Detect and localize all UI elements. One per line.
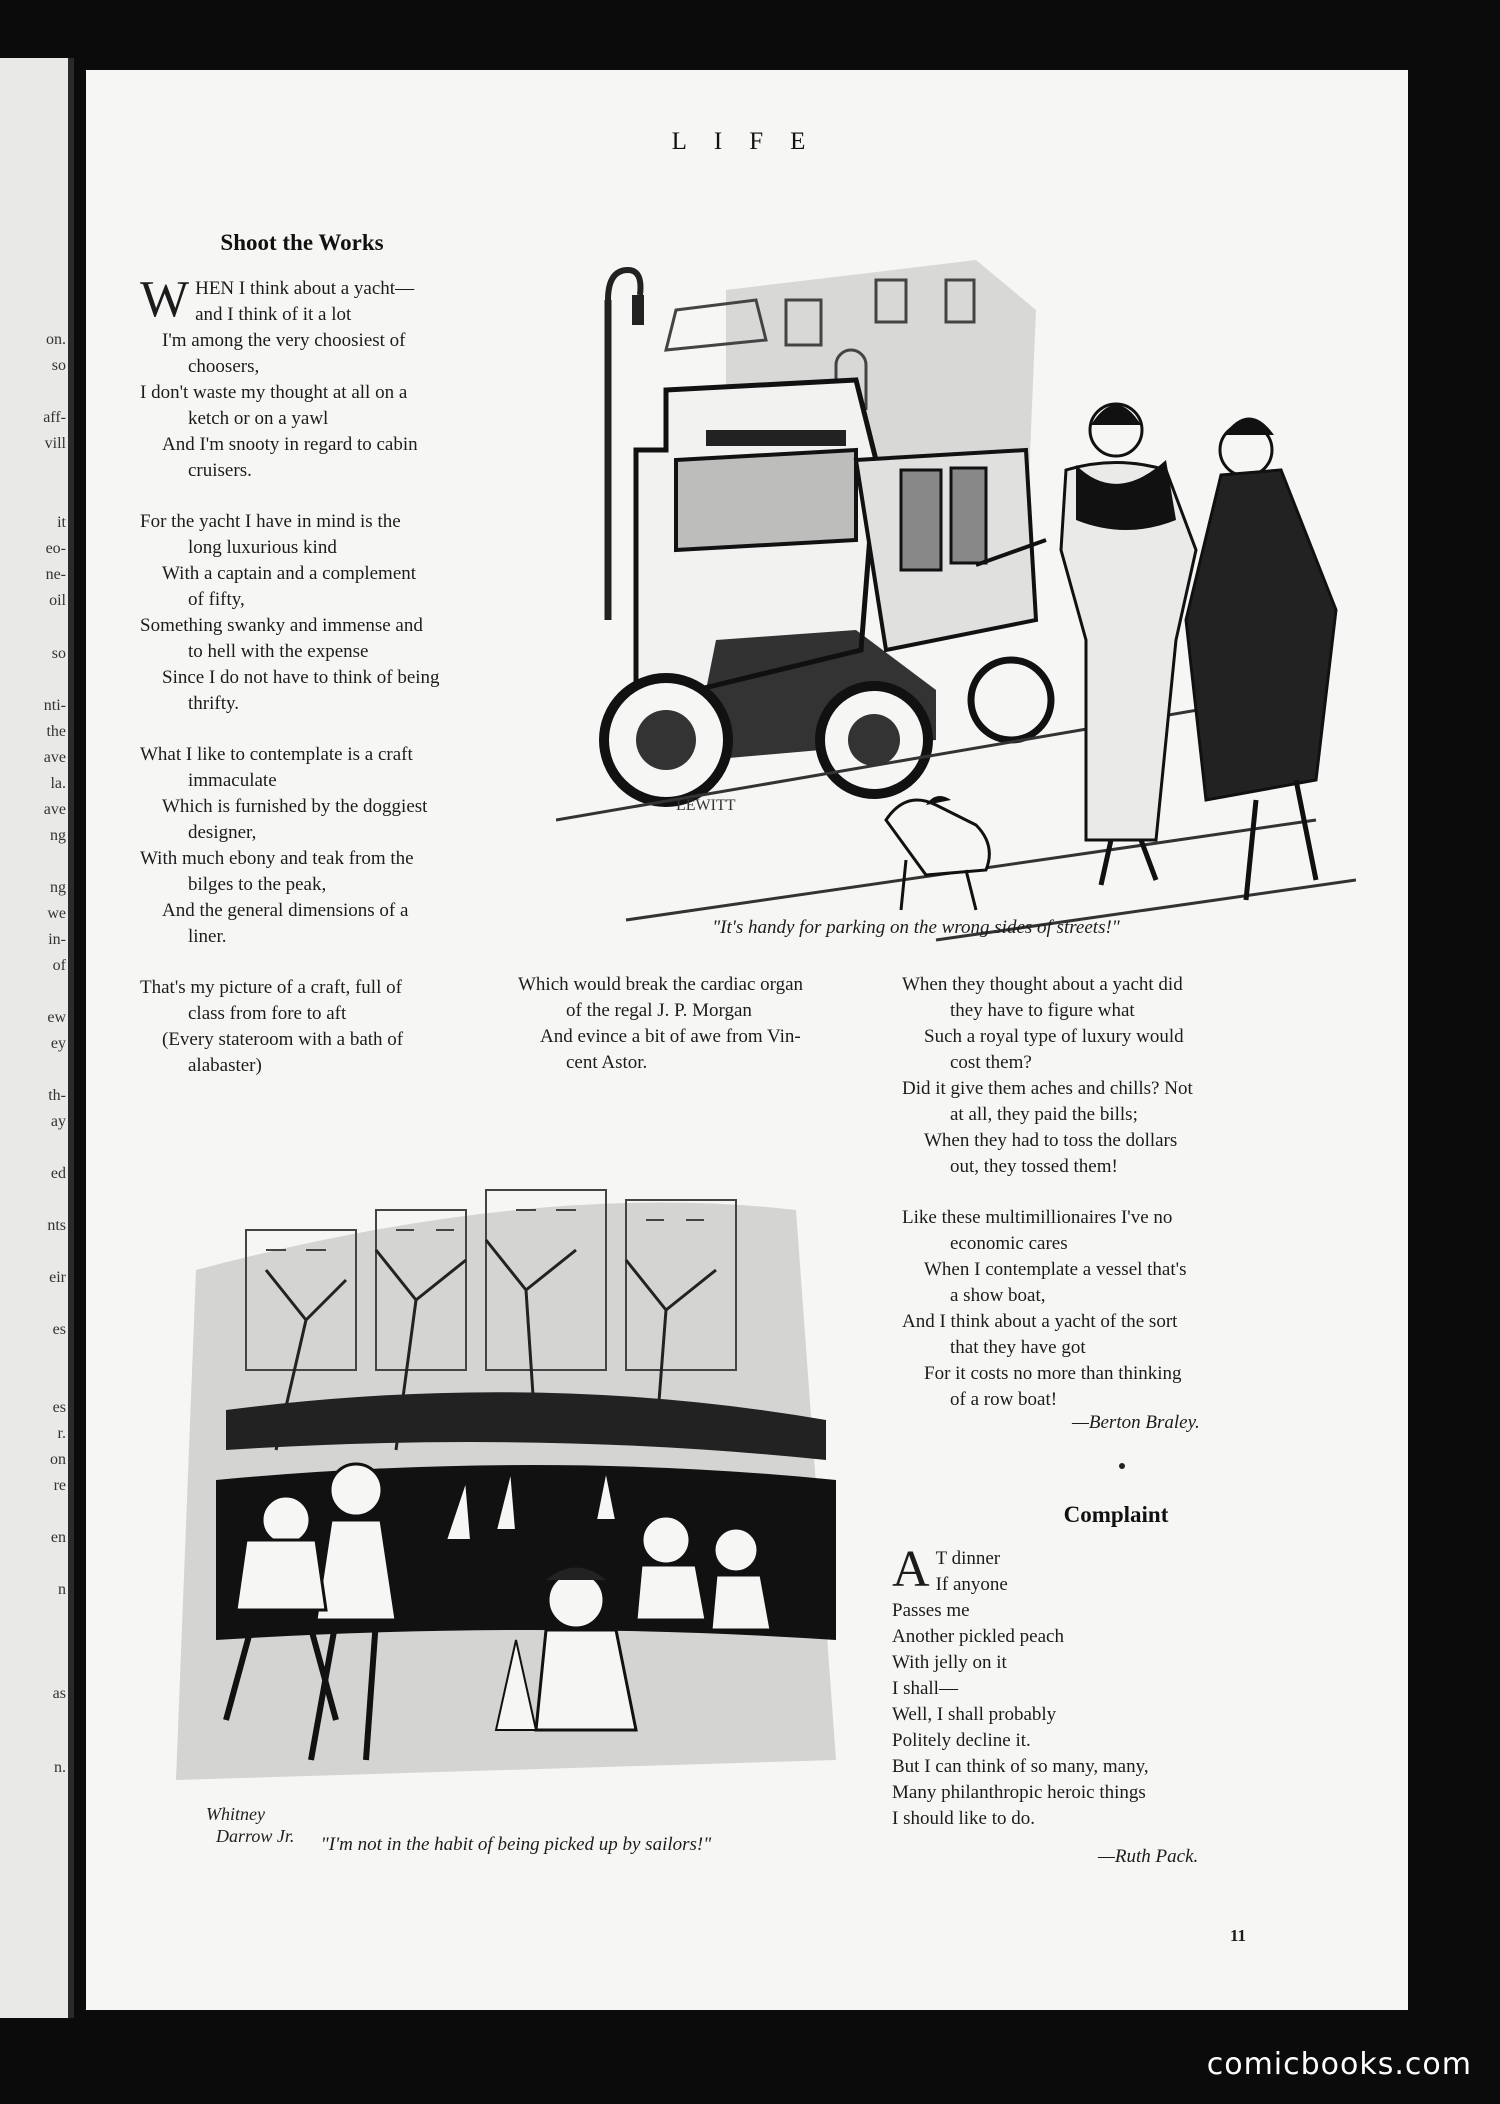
cartoon-signature-line1: Whitney	[206, 1804, 265, 1824]
poem-line: Which is furnished by the doggiest	[162, 796, 428, 817]
poem-line: Passes me	[892, 1600, 970, 1621]
fragment: ew	[47, 1009, 66, 1026]
poem-attribution: —Berton Braley.	[1072, 1412, 1200, 1433]
car-cartoon-caption: "It's handy for parking on the wrong sides of streets!"	[712, 917, 1120, 938]
poem-line: I'm among the very choosiest of	[162, 330, 406, 351]
poem-line: a show boat,	[950, 1285, 1046, 1306]
section-ornament	[1119, 1463, 1125, 1469]
poem-line: alabaster)	[188, 1055, 262, 1076]
park-cartoon-caption: "I'm not in the habit of being picked up by sailors!"	[320, 1834, 712, 1855]
drop-cap: W	[140, 271, 190, 328]
cartoon-signature-line2: Darrow Jr.	[216, 1826, 295, 1846]
poem-line: bilges to the peak,	[188, 874, 327, 895]
site-watermark: comicbooks.com	[1206, 2047, 1472, 2082]
poem-line: economic cares	[950, 1233, 1068, 1254]
page-number: 11	[1230, 1926, 1247, 1945]
fragment: ng	[50, 827, 66, 844]
poem-line: of the regal J. P. Morgan	[566, 1000, 752, 1021]
poem-line: long luxurious kind	[188, 537, 337, 558]
fragment: as	[52, 1685, 66, 1702]
poem-line: choosers,	[188, 356, 260, 377]
poem-line: of a row boat!	[950, 1389, 1058, 1410]
fragment: es	[52, 1321, 66, 1338]
poem-line: With much ebony and teak from the	[140, 848, 414, 869]
poem-line: Another pickled peach	[892, 1626, 1064, 1647]
poem-line: If anyone	[935, 1574, 1008, 1595]
fragment: so	[51, 645, 66, 662]
poem-line: For it costs no more than thinking	[924, 1363, 1182, 1384]
drop-cap: A	[892, 1541, 930, 1598]
fragment: we	[47, 905, 66, 922]
poem-line: Like these multimillionaires I've no	[902, 1207, 1173, 1228]
fragment: on.	[46, 331, 66, 348]
poem-line: Did it give them aches and chills? Not	[902, 1078, 1193, 1099]
park-cartoon-illustration	[136, 1120, 926, 1880]
poem-line: of fifty,	[188, 589, 245, 610]
previous-page-edge	[0, 58, 74, 2018]
fragment: th-	[48, 1087, 66, 1104]
poem-line: designer,	[188, 822, 257, 843]
poem-line: For the yacht I have in mind is the	[140, 511, 401, 532]
poem-title-shoot-the-works: Shoot the Works	[220, 230, 384, 255]
poem-line: With jelly on it	[892, 1652, 1007, 1673]
poem-line: And the general dimensions of a	[162, 900, 409, 921]
fragment: in-	[48, 931, 66, 948]
poem-line: And evince a bit of awe from Vin-	[540, 1026, 801, 1047]
poem-line: And I think about a yacht of the sort	[902, 1311, 1178, 1332]
poem-line: Since I do not have to think of being	[162, 667, 440, 688]
poem-line: immaculate	[188, 770, 277, 791]
fragment: eo-	[45, 540, 66, 557]
poem-line: cruisers.	[188, 460, 252, 481]
fragment: ed	[50, 1165, 66, 1182]
fragment: ave	[43, 749, 66, 766]
poem-line: class from fore to aft	[188, 1003, 347, 1024]
fragment: so	[51, 357, 66, 374]
poem-line: When they thought about a yacht did	[902, 974, 1183, 995]
poem-column-3	[902, 972, 1262, 1413]
fragment: oil	[49, 592, 66, 609]
fragment: ng	[50, 879, 66, 896]
poem-line: And I'm snooty in regard to cabin	[162, 434, 418, 455]
fragment: ey	[50, 1035, 66, 1052]
poem-line: that they have got	[950, 1337, 1086, 1358]
poem-line: cent Astor.	[566, 1052, 648, 1073]
poem-line: When I contemplate a vessel that's	[924, 1259, 1187, 1280]
poem-line: Such a royal type of luxury would	[924, 1026, 1184, 1047]
poem-line: I don't waste my thought at all on a	[140, 382, 408, 403]
fragment: r.	[57, 1425, 66, 1442]
poem-title-complaint: Complaint	[1063, 1502, 1169, 1527]
poem-line: Something swanky and immense and	[140, 615, 423, 636]
complaint-poem	[892, 1541, 1252, 1832]
poem-line: With a captain and a complement	[162, 563, 417, 584]
fragment: the	[46, 723, 66, 740]
poem-line: Politely decline it.	[892, 1730, 1031, 1751]
fragment: of	[52, 957, 66, 974]
magazine-header: LIFE	[671, 128, 833, 155]
fragment: ne-	[45, 566, 66, 583]
poem-line: ketch or on a yawl	[188, 408, 329, 429]
poem-line: to hell with the expense	[188, 641, 369, 662]
poem-column-1	[140, 271, 470, 1079]
fragment: nti-	[43, 697, 66, 714]
fragment: eir	[49, 1269, 66, 1286]
fragment: aff-	[43, 409, 66, 426]
poem-line: liner.	[188, 926, 227, 947]
fragment: on	[50, 1451, 66, 1468]
poem-column-2	[518, 972, 848, 1076]
fragment: it	[57, 514, 66, 531]
poem-line: What I like to contemplate is a craft	[140, 744, 413, 765]
complaint-attribution: —Ruth Pack.	[1098, 1846, 1199, 1867]
fragment: n	[58, 1581, 66, 1598]
poem-line: That's my picture of a craft, full of	[140, 977, 402, 998]
poem-line: I should like to do.	[892, 1808, 1036, 1829]
poem-line: and I think of it a lot	[195, 304, 352, 325]
poem-line: I shall—	[892, 1678, 958, 1699]
fragment: ay	[50, 1113, 66, 1130]
poem-line: Which would break the cardiac organ	[518, 974, 804, 995]
car-cartoon-illustration	[556, 220, 1356, 960]
poem-line: HEN I think about a yacht—	[195, 278, 415, 299]
poem-line: Many philanthropic heroic things	[892, 1782, 1146, 1803]
fragment: la.	[50, 775, 66, 792]
fragment: vill	[44, 435, 66, 452]
fragment: re	[53, 1477, 66, 1494]
poem-line: at all, they paid the bills;	[950, 1104, 1138, 1125]
fragment: ave	[43, 801, 66, 818]
fragment: nts	[47, 1217, 66, 1234]
poem-line: they have to figure what	[950, 1000, 1135, 1021]
poem-line: T dinner	[935, 1548, 1001, 1569]
poem-line: cost them?	[950, 1052, 1032, 1073]
poem-line: Well, I shall probably	[892, 1704, 1057, 1725]
fragment: n.	[54, 1759, 66, 1776]
cartoon-signature: LEWITT	[676, 797, 736, 814]
poem-line: (Every stateroom with a bath of	[162, 1029, 404, 1050]
poem-line: out, they tossed them!	[950, 1156, 1118, 1177]
fragment: es	[52, 1399, 66, 1416]
poem-line: thrifty.	[188, 693, 240, 714]
fragment: en	[50, 1529, 66, 1546]
poem-line: But I can think of so many, many,	[892, 1756, 1149, 1777]
poem-line: When they had to toss the dollars	[924, 1130, 1178, 1151]
magazine-page	[86, 70, 1408, 2010]
